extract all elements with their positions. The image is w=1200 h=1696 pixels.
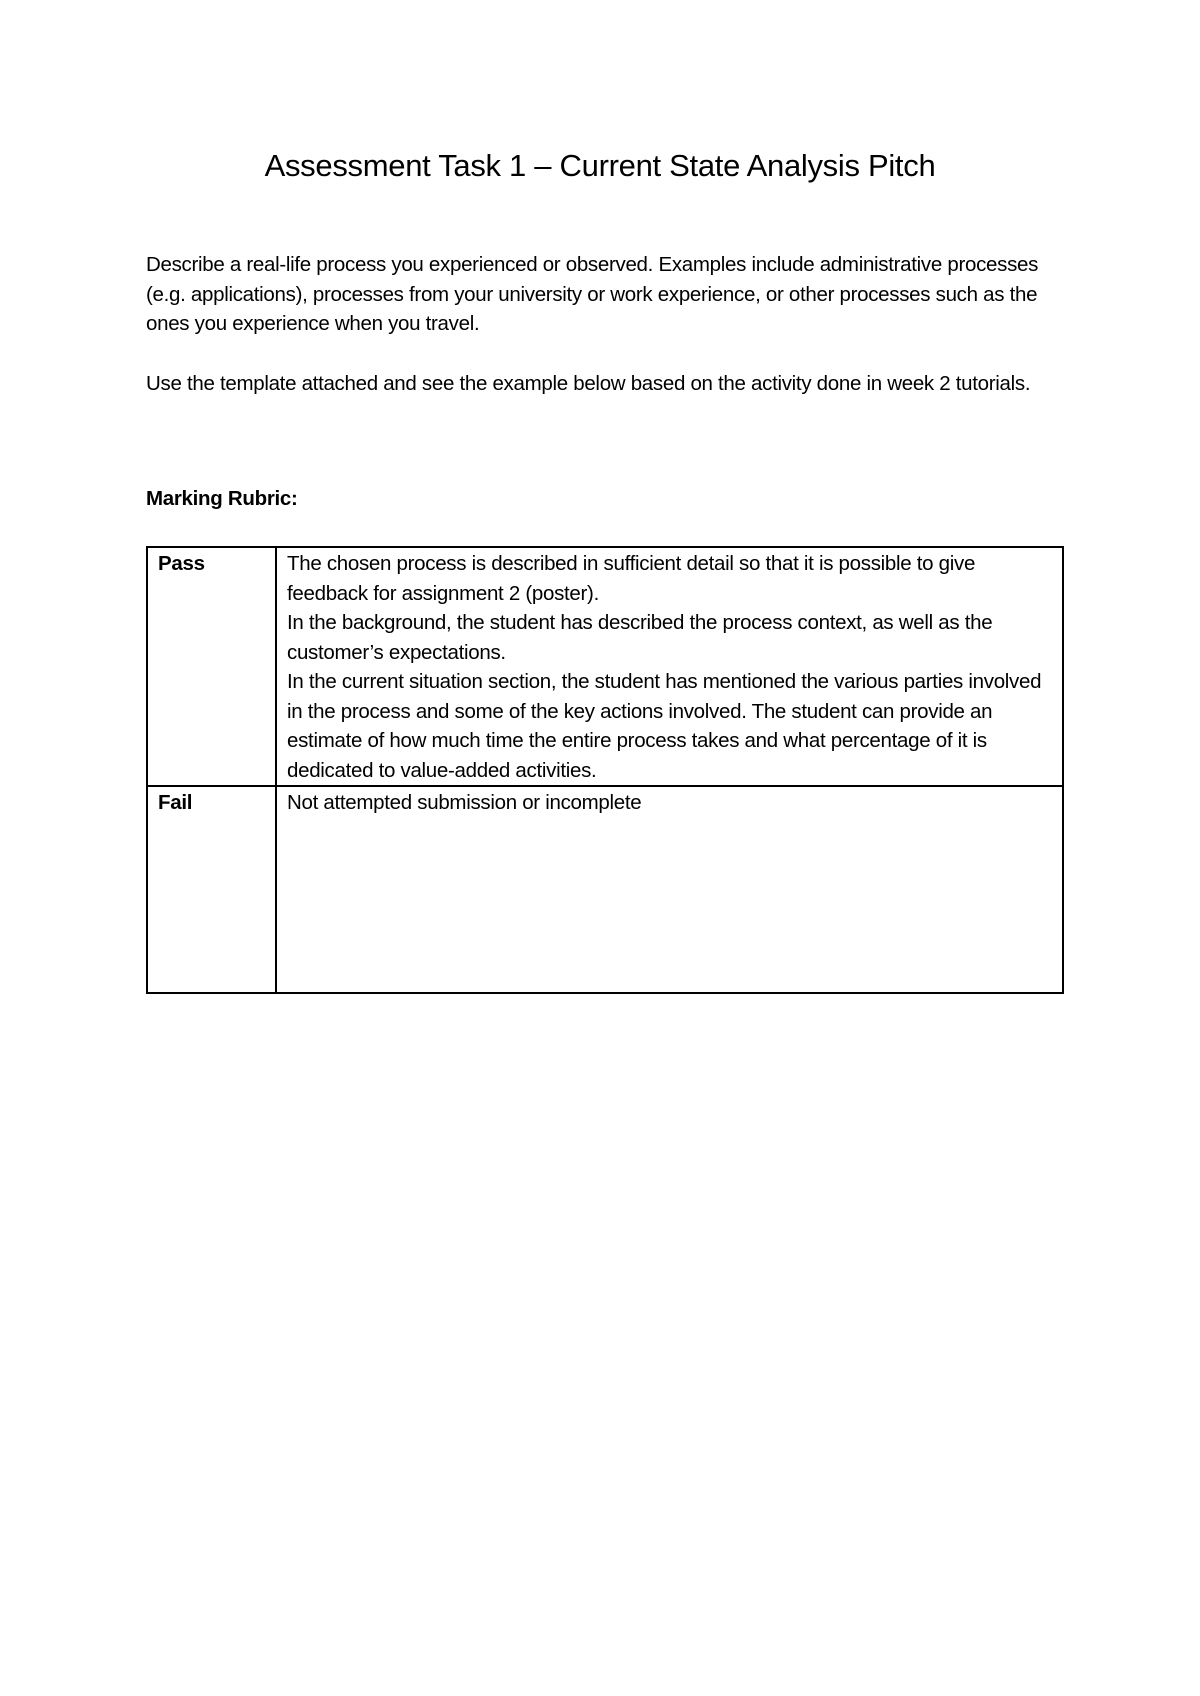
intro-paragraph-1: Describe a real-life process you experienced or observed. Examples include administrative processes (e.g. applications), processes from your university or work experience, or other processes such as the ones you experience when you travel. bbox=[146, 253, 1039, 335]
rubric-grade-fail: Fail bbox=[147, 786, 276, 993]
rubric-grade-pass: Pass bbox=[147, 547, 276, 786]
rubric-heading: Marking Rubric: bbox=[146, 487, 298, 510]
fail-criterion-1: Not attempted submission or incomplete bbox=[287, 791, 642, 814]
pass-criterion-3: In the current situation section, the student has mentioned the various parties involved in the process and some of the key actions involved. The student can provide an estimate of how much time the entire process takes and what percentage of it is dedicated to value-added activities. bbox=[287, 670, 1042, 782]
pass-criterion-1: The chosen process is described in sufficient detail so that it is possible to give feedback for assignment 2 (poster). bbox=[287, 552, 976, 605]
rubric-criteria-fail bbox=[276, 786, 1063, 993]
pass-criterion-2: In the background, the student has described the process context, as well as the customer’s expectations. bbox=[287, 611, 993, 664]
marking-rubric-table bbox=[146, 546, 1064, 994]
document-title: Assessment Task 1 – Current State Analysis Pitch bbox=[264, 148, 936, 183]
intro-paragraph-2: Use the template attached and see the example below based on the activity done in week 2 tutorials. bbox=[146, 372, 1031, 395]
rubric-criteria-pass bbox=[276, 547, 1063, 786]
rubric-row-pass bbox=[147, 547, 1063, 786]
rubric-row-fail bbox=[147, 786, 1063, 993]
